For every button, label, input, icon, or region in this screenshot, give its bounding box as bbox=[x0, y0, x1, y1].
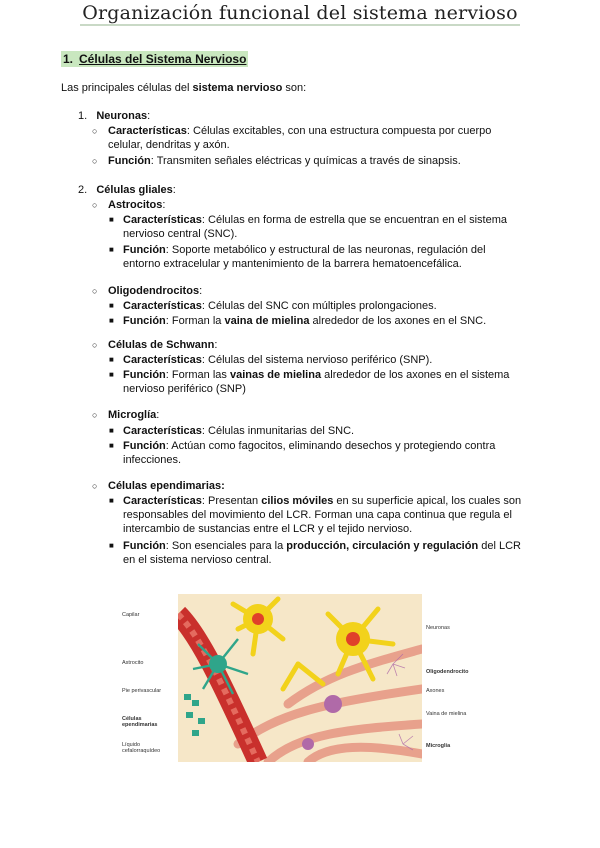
list-item-neuronas: 1. Neuronas: bbox=[78, 110, 151, 122]
microglia-funcion: ■ Función: Actúan como fagocitos, eliminando desechos y protegiendo contra infecciones. bbox=[123, 439, 518, 467]
ependimarias-caracteristicas: ■ Características: Presentan cilios móviles en su superficie apical, los cuales son responsables del movimiento del LCR. Forman una capa continua que regula el intercambio de sustancias entre el LCR y el tejido nervioso. bbox=[123, 494, 523, 536]
schwann-caracteristicas: ■ Características: Células del sistema nervioso periférico (SNP). bbox=[123, 353, 518, 367]
figure-label-liquido-cefalorraquideo: Líquido cefalorraquídeo bbox=[122, 742, 161, 754]
ependimarias-funcion: ■ Función: Son esenciales para la producción, circulación y regulación del LCR en el sistema nervioso central. bbox=[123, 539, 523, 567]
figure-label-oligodendrocito: Oligodendrocito bbox=[426, 669, 469, 675]
section-title: Células del Sistema Nervioso bbox=[79, 52, 247, 66]
astrocitos-caracteristicas: ■ Características: Células en forma de estrella que se encuentran en el sistema nervioso central (SNC). bbox=[123, 213, 518, 241]
intro-paragraph: Las principales células del sistema nervioso son: bbox=[61, 82, 307, 94]
figure-label-capilar: Capilar bbox=[122, 612, 140, 618]
figure-label-celulas-ependimarias: Células ependimarias bbox=[122, 716, 158, 728]
page-title: Organización funcional del sistema nervioso bbox=[82, 2, 518, 24]
figure-label-astrocito: Astrocito bbox=[122, 660, 144, 666]
astrocitos-funcion: ■ Función: Soporte metabólico y estructural de las neuronas, regulación del entorno extracelular y mantenimiento de la barrera hematoencefálica. bbox=[123, 243, 518, 271]
schwann-heading: ○ Células de Schwann: bbox=[108, 338, 217, 352]
section-heading bbox=[61, 51, 248, 67]
figure-label-microglia: Microglía bbox=[426, 743, 451, 749]
schwann-funcion: ■ Función: Forman las vainas de mielina alrededor de los axones en el sistema nervioso periférico (SNP) bbox=[123, 368, 518, 396]
oligodendrocitos-heading: ○ Oligodendrocitos: bbox=[108, 284, 202, 298]
microglia-heading: ○ Microglía: bbox=[108, 408, 159, 422]
oligodendrocitos-caracteristicas: ■ Características: Células del SNC con múltiples prolongaciones. bbox=[123, 299, 518, 313]
list-item-gliales: 2. Células gliales: bbox=[78, 184, 176, 196]
figure-label-neuronas: Neuronas bbox=[426, 625, 450, 631]
ependimarias-heading: ○ Células ependimarias: bbox=[108, 479, 225, 493]
section-number: 1. bbox=[63, 52, 74, 66]
figure-label-vaina-mielina: Vaina de mielina bbox=[426, 711, 467, 717]
microglia-caracteristicas: ■ Características: Células inmunitarias del SNC. bbox=[123, 424, 518, 438]
illustration-svg bbox=[178, 594, 422, 762]
oligodendrocitos-funcion: ■ Función: Forman la vaina de mielina alrededor de los axones en el SNC. bbox=[123, 314, 518, 328]
astrocitos-heading: ○ Astrocitos: bbox=[108, 198, 165, 212]
nervous-system-cells-illustration bbox=[178, 594, 422, 762]
neuronas-caracteristicas: ○ Características: Células excitables, con una estructura compuesta por cuerpo celular, dendritas y axón. bbox=[108, 124, 508, 152]
figure-label-pie-perivascular: Pie perivascular bbox=[122, 688, 162, 694]
figure-label-axones: Axones bbox=[426, 688, 445, 694]
neuronas-funcion: ○ Función: Transmiten señales eléctricas y químicas a través de sinapsis. bbox=[108, 154, 508, 168]
